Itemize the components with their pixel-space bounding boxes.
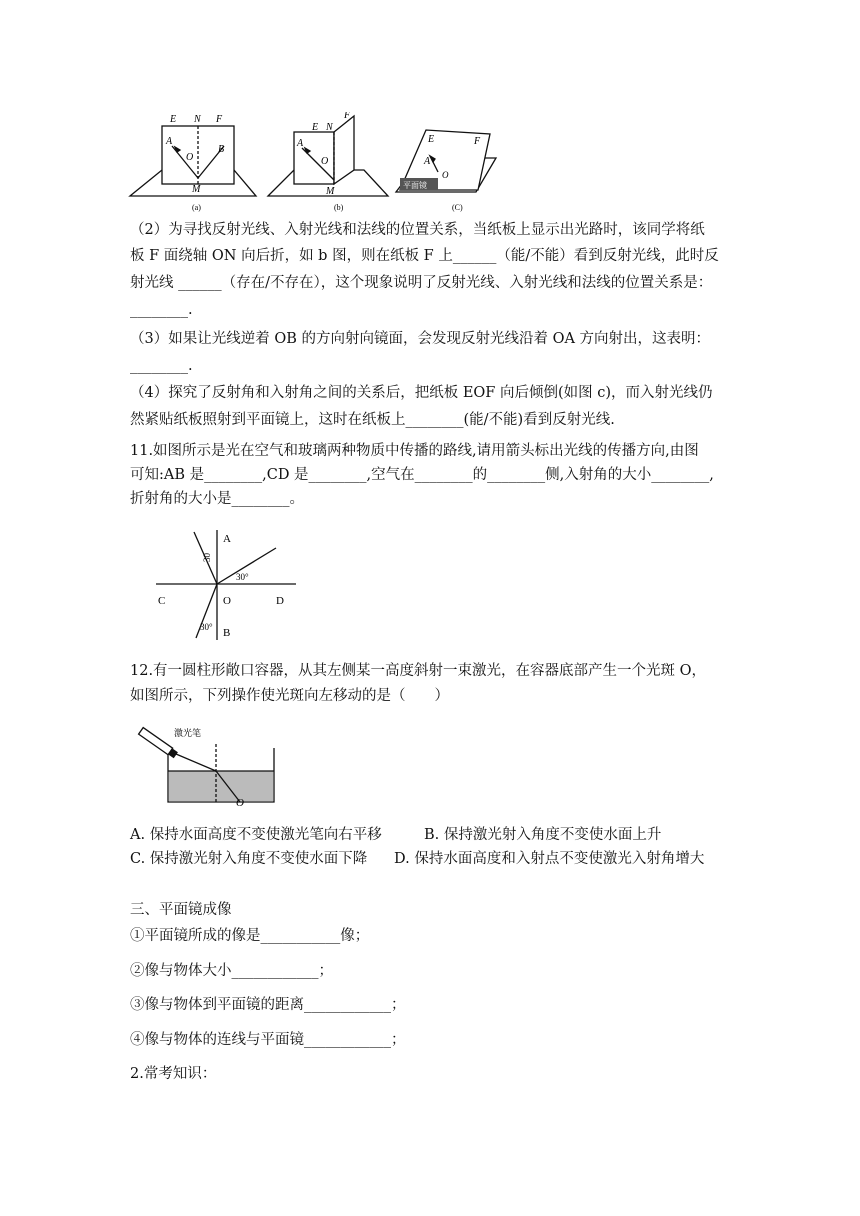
fig-b-label-n: N (326, 122, 333, 133)
fig-a-label-f: F (216, 114, 223, 125)
fig-c-label-o: O (442, 170, 449, 180)
fig-c-label-f: F (474, 136, 481, 147)
q10-line-3: 射光线 ______（存在/不存在），这个现象说明了反射光线、入射光线和法线的位置关系是： (130, 275, 713, 291)
section-3-item-2: ②像与物体大小____________； (130, 963, 333, 979)
fig-a-label-a: A (166, 136, 173, 147)
fig-a-label-e: E (170, 114, 177, 125)
fig-c-label-e: E (428, 134, 435, 145)
q10-line-1: （2）为寻找反射光线、入射光线和法线的位置关系，当纸板上显示出光路时，该同学将纸 (130, 222, 705, 238)
fig-b-label-a: A (297, 138, 304, 149)
q12-option-a[interactable]: A. 保持水面高度不变使激光笔向右平移 (130, 827, 382, 843)
fig-b-label-f: F (344, 112, 351, 121)
fig-b-label-m: M (326, 186, 335, 197)
refraction-label-a: A (223, 533, 231, 545)
fig-a-label-o: O (186, 152, 194, 163)
fig-c-label-a: A (424, 156, 431, 167)
refraction-figure (150, 528, 300, 646)
section-3-item-3: ③像与物体到平面镜的距离____________； (130, 997, 406, 1013)
fig-a-label-n: N (194, 114, 201, 125)
fig-a-label-m: M (192, 184, 201, 195)
refraction-angle-top: 30 (202, 553, 212, 562)
fig-a-caption: (a) (192, 203, 201, 212)
refraction-angle-right: 30° (236, 572, 249, 582)
section-3-title: 三、平面镜成像 (130, 902, 232, 918)
refraction-label-b: B (223, 627, 231, 639)
q12-line-2: 如图所示，下列操作使光斑向左移动的是（ ） (130, 688, 449, 704)
q11-line-1: 11.如图所示是光在空气和玻璃两种物质中传播的路线,请用箭头标出光线的传播方向,由图 (130, 443, 699, 459)
fig-b-caption: (b) (334, 203, 344, 212)
q10-line-7: （4）探究了反射角和入射角之间的关系后，把纸板 EOF 向后倾倒(如图 c)，而入射光线仍 (130, 385, 713, 401)
refraction-angle-bottom: 30° (200, 622, 213, 632)
section-3-item-5: 2.常考知识： (130, 1066, 217, 1082)
q12-option-c[interactable]: C. 保持激光射入角度不变使水面下降 (130, 851, 368, 867)
q11-line-2: 可知:AB 是________,CD 是________,空气在________的________侧,入射角的大小________, (130, 467, 714, 483)
fig-c-mirror-label: 平面镜 (403, 181, 427, 190)
reflection-experiment-figure (126, 112, 506, 216)
fig-a-label-b: B (218, 144, 225, 155)
q12-line-1: 12.有一圆柱形敞口容器，从其左侧某一高度斜射一束激光，在容器底部产生一个光斑 O， (130, 663, 707, 679)
q10-line-6: ________. (130, 358, 193, 374)
refraction-label-c: C (158, 595, 166, 607)
q12-option-b[interactable]: B. 保持激光射入角度不变使水面上升 (424, 827, 662, 843)
refraction-label-o: O (223, 595, 231, 607)
q10-line-2: 板 F 面绕轴 ON 向后折，如 b 图，则在纸板 F 上______（能/不能）看到反射光线，此时反 (130, 248, 719, 264)
q10-line-8: 然紧贴纸板照射到平面镜上，这时在纸板上________(能/不能)看到反射光线. (130, 412, 615, 428)
laser-pen-label: 激光笔 (174, 728, 202, 738)
section-3-item-4: ④像与物体的连线与平面镜____________； (130, 1032, 406, 1048)
q10-line-5: （3）如果让光线逆着 OB 的方向射向镜面，会发现反射光线沿着 OA 方向射出，这表明： (130, 331, 711, 347)
q12-option-d[interactable]: D. 保持水面高度和入射点不变使激光入射角增大 (394, 851, 705, 867)
q11-line-3: 折射角的大小是________。 (130, 491, 304, 507)
laser-spot-label: O (236, 797, 244, 808)
fig-b-label-e: E (312, 122, 319, 133)
fig-b-label-o: O (321, 156, 329, 167)
fig-c-caption: (C) (452, 203, 463, 212)
section-3-item-1: ①平面镜所成的像是___________像； (130, 928, 370, 944)
laser-container-figure (132, 722, 282, 808)
refraction-label-d: D (276, 595, 284, 607)
q10-line-4: ________. (130, 302, 193, 318)
